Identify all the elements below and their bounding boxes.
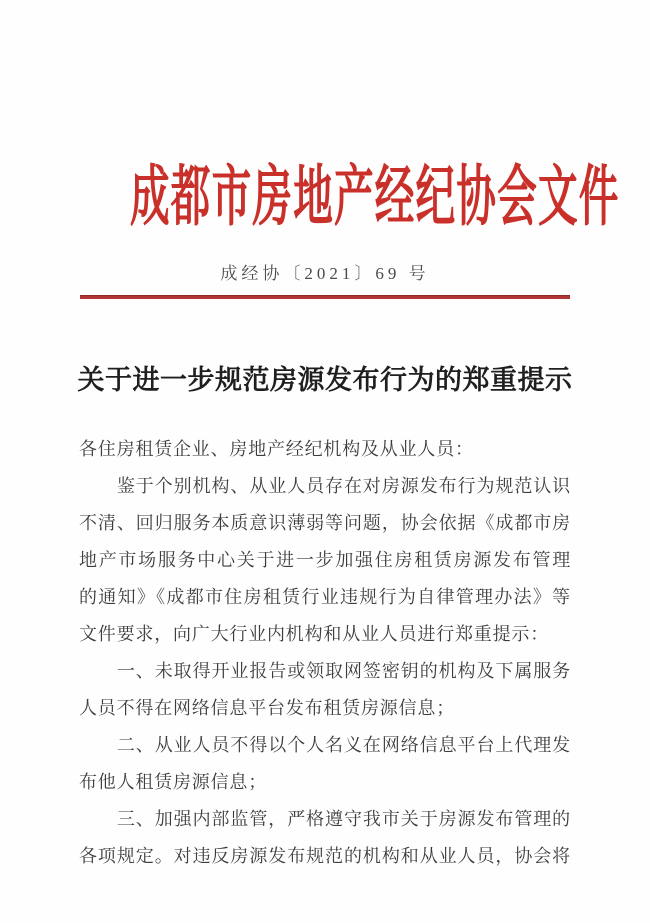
body-line: 三、加强内部监管，严格遵守我市关于房源发布管理的 xyxy=(79,809,571,829)
document-title: 关于进一步规范房源发布行为的郑重提示 xyxy=(77,365,573,395)
body-line: 鉴于个别机构、从业人员存在对房源发布行为规范认识 xyxy=(79,476,571,496)
body-line: 各项规定。对违反房源发布规范的机构和从业人员，协会将 xyxy=(79,846,571,866)
document-body xyxy=(79,431,571,875)
body-line: 不清、回归服务本质意识薄弱等问题，协会依据《成都市房 xyxy=(79,513,571,533)
letterhead-title: 成都市房地产经纪协会文件 xyxy=(129,161,620,234)
body-line: 人员不得在网络信息平台发布租赁房源信息； xyxy=(79,698,455,718)
body-line: 各住房租赁企业、房地产经纪机构及从业人员： xyxy=(79,439,474,459)
body-line: 二、从业人员不得以个人名义在网络信息平台上代理发 xyxy=(79,735,571,755)
body-line: 的通知》《成都市住房租赁行业违规行为自律管理办法》等 xyxy=(79,587,571,607)
body-line: 布他人租赁房源信息； xyxy=(79,772,267,792)
body-line: 地产市场服务中心关于进一步加强住房租赁房源发布管理 xyxy=(79,550,571,570)
document-number: 成经协〔2021〕69 号 xyxy=(220,264,430,283)
body-line: 文件要求，向广大行业内机构和从业人员进行郑重提示： xyxy=(79,624,549,644)
body-line: 一、未取得开业报告或领取网签密钥的机构及下属服务 xyxy=(79,661,571,681)
red-divider-line xyxy=(80,295,570,299)
